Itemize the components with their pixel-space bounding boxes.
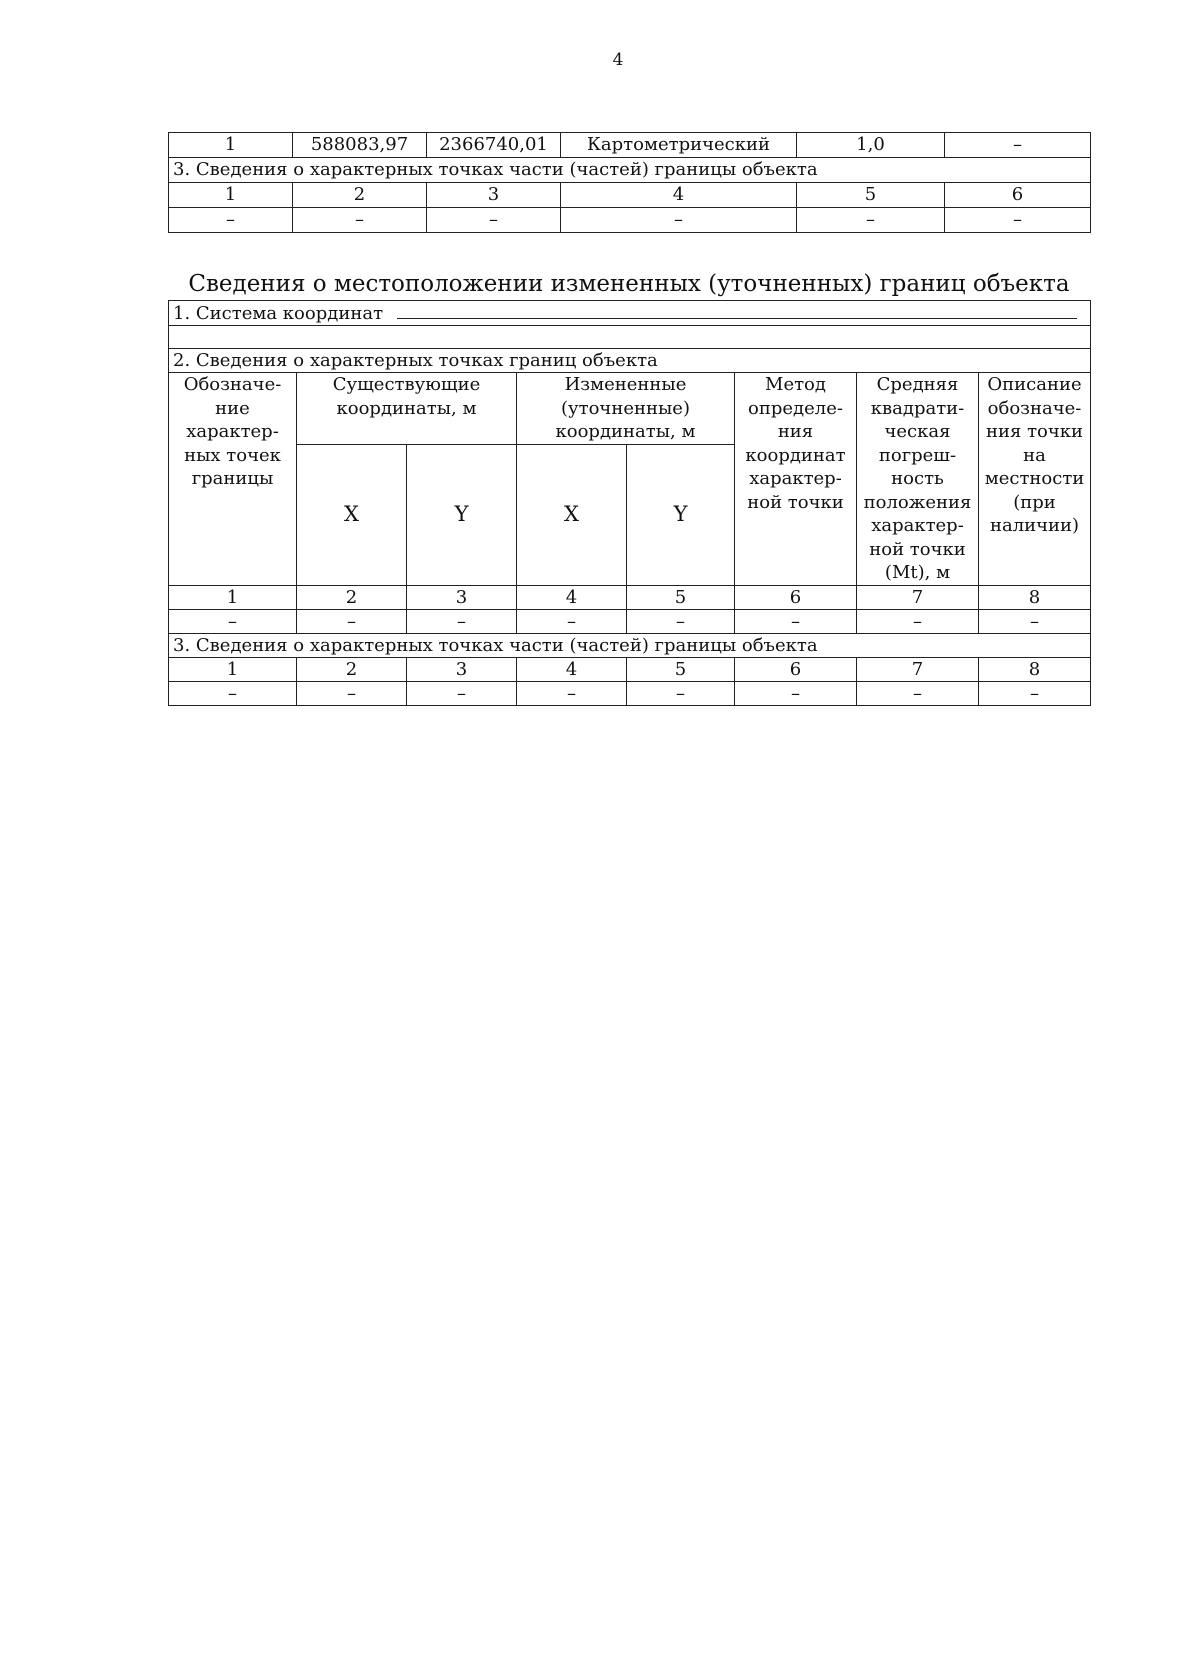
table-cell: 1 [169, 585, 297, 609]
table-cell: – [169, 681, 297, 705]
table-row [169, 326, 1091, 349]
coord-system-underline [397, 302, 1077, 319]
table-cell: – [297, 609, 407, 633]
section-title: Сведения о местоположении измененных (уточненных) границ объекта [188, 271, 1070, 297]
coord-system-row [169, 301, 1091, 326]
table-cell: 4 [517, 585, 627, 609]
top-table [168, 132, 1091, 233]
table-cell: – [857, 609, 979, 633]
table-row [169, 133, 1091, 158]
table-cell: – [293, 208, 427, 233]
table-cell: 2 [293, 183, 427, 208]
table-cell: – [797, 208, 945, 233]
table-cell: 7 [857, 657, 979, 681]
section-3-title: 3. Сведения о характерных точках части (частей) границы объекта [169, 633, 1091, 657]
table-row [169, 585, 1091, 609]
header-cell: Измененные (уточненные) координаты, м [517, 373, 735, 445]
empty-row [169, 326, 1091, 349]
header-cell: Существующие координаты, м [297, 373, 517, 445]
table-cell: – [945, 208, 1091, 233]
table-cell: Картометрический [561, 133, 797, 158]
table-cell: – [407, 681, 517, 705]
table-cell: 5 [797, 183, 945, 208]
table-row [169, 657, 1091, 681]
table-row [169, 158, 1091, 183]
table-cell: 8 [979, 657, 1091, 681]
table-cell: 7 [857, 585, 979, 609]
table-cell: 1 [169, 657, 297, 681]
table-cell: – [517, 609, 627, 633]
table-cell: – [945, 133, 1091, 158]
boundary-points-table [168, 300, 1091, 706]
table-cell: 2 [297, 585, 407, 609]
table-row [169, 349, 1091, 373]
table-cell: 4 [561, 183, 797, 208]
header-cell: Y [627, 445, 735, 585]
table-cell: 1,0 [797, 133, 945, 158]
table-row [169, 183, 1091, 208]
table-cell: – [627, 609, 735, 633]
table-cell: 2 [297, 657, 407, 681]
table-cell: – [169, 208, 293, 233]
table-cell: – [857, 681, 979, 705]
table-cell: 4 [517, 657, 627, 681]
header-cell: Y [407, 445, 517, 585]
table-cell: 588083,97 [293, 133, 427, 158]
table-row [169, 208, 1091, 233]
table-cell: 5 [627, 585, 735, 609]
table-cell: – [407, 609, 517, 633]
table-cell: 2366740,01 [427, 133, 561, 158]
table-cell: – [169, 609, 297, 633]
table-cell: 6 [735, 585, 857, 609]
table-cell: 5 [627, 657, 735, 681]
header-cell: X [517, 445, 627, 585]
table-cell: 3 [407, 657, 517, 681]
table-row [169, 633, 1091, 657]
table-cell: 6 [945, 183, 1091, 208]
section-3-title: 3. Сведения о характерных точках части (частей) границы объекта [169, 158, 1091, 183]
table-cell: 3 [427, 183, 561, 208]
header-cell: Обозначе-ние характер-ных точек границы [169, 373, 297, 586]
table-cell: – [735, 609, 857, 633]
table-cell: – [561, 208, 797, 233]
section-2-title: 2. Сведения о характерных точках границ объекта [169, 349, 1091, 373]
table-cell: – [517, 681, 627, 705]
table-cell: 8 [979, 585, 1091, 609]
table-row [169, 681, 1091, 705]
table-cell: – [735, 681, 857, 705]
table-cell: 1 [169, 183, 293, 208]
coord-system-label: 1. Система координат [173, 302, 384, 324]
table-cell: 1 [169, 133, 293, 158]
table-cell: 3 [407, 585, 517, 609]
table-cell: – [427, 208, 561, 233]
table-cell: – [297, 681, 407, 705]
table-row [169, 301, 1091, 326]
header-row [169, 373, 1091, 445]
table-cell: – [627, 681, 735, 705]
header-cell: Описание обозначе-ния точки на местности (при наличии) [979, 373, 1091, 586]
page-number: 4 [612, 50, 624, 70]
header-cell: X [297, 445, 407, 585]
header-cell: Метод определе-ния координат характер-ной точки [735, 373, 857, 586]
table-cell: – [979, 609, 1091, 633]
header-cell: Средняя квадрати-ческая погреш-ность положения характер-ной точки (Mt), м [857, 373, 979, 586]
table-cell: 6 [735, 657, 857, 681]
table-cell: – [979, 681, 1091, 705]
table-row [169, 609, 1091, 633]
